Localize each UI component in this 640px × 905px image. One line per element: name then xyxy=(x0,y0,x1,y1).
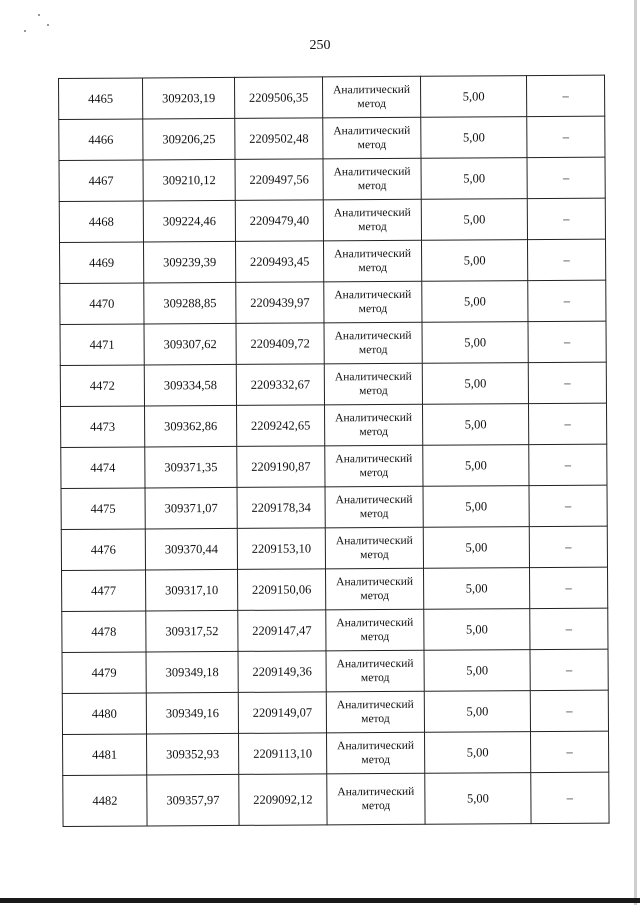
method-cell xyxy=(323,117,421,159)
method-text xyxy=(326,493,423,522)
note-cell: – xyxy=(529,444,607,485)
method-line-1: Аналитический xyxy=(333,124,411,138)
method-line-1: Аналитический xyxy=(335,411,413,425)
x-coordinate-cell: 309239,39 xyxy=(144,241,236,283)
table-row xyxy=(60,362,606,406)
method-cell xyxy=(325,445,423,487)
page-number: 250 xyxy=(309,38,331,53)
method-line-2: метод xyxy=(357,138,387,152)
method-cell xyxy=(323,240,421,282)
method-line-1: Аналитический xyxy=(333,83,411,97)
scan-edge-right xyxy=(634,0,637,905)
table-row xyxy=(61,403,607,447)
table-body xyxy=(59,75,610,826)
method-text xyxy=(325,370,422,399)
error-cell: 5,00 xyxy=(423,445,529,487)
method-line-2: метод xyxy=(361,753,390,767)
x-coordinate-cell: 309371,07 xyxy=(145,487,237,529)
method-text xyxy=(327,785,424,814)
y-coordinate-cell: 2209147,47 xyxy=(238,610,326,652)
error-cell: 5,00 xyxy=(424,609,530,651)
method-line-1: Аналитический xyxy=(337,739,415,753)
point-number-cell: 4466 xyxy=(59,119,143,161)
table-row xyxy=(60,280,606,324)
coordinates-table-wrapper xyxy=(58,75,605,827)
table-row xyxy=(60,321,606,365)
table-row xyxy=(61,526,607,570)
y-coordinate-cell: 2209502,48 xyxy=(235,118,323,160)
method-line-1: Аналитический xyxy=(337,785,415,799)
method-text xyxy=(327,657,424,686)
method-text xyxy=(326,575,423,604)
note-cell: – xyxy=(529,567,607,608)
point-number-cell: 4467 xyxy=(59,160,143,202)
error-cell: 5,00 xyxy=(420,76,526,118)
method-text xyxy=(325,452,422,481)
method-line-2: метод xyxy=(358,261,387,275)
method-text xyxy=(327,739,424,768)
method-line-1: Аналитический xyxy=(336,657,414,671)
y-coordinate-cell: 2209506,35 xyxy=(234,77,322,119)
error-cell: 5,00 xyxy=(423,486,529,528)
scan-speck xyxy=(24,30,26,32)
method-cell xyxy=(325,404,423,446)
method-cell xyxy=(323,199,421,241)
error-cell: 5,00 xyxy=(425,773,531,825)
x-coordinate-cell: 309203,19 xyxy=(143,77,235,119)
method-cell xyxy=(326,568,424,610)
x-coordinate-cell: 309371,35 xyxy=(145,446,237,488)
note-cell: – xyxy=(528,280,606,321)
y-coordinate-cell: 2209332,67 xyxy=(236,364,324,406)
x-coordinate-cell: 309334,58 xyxy=(144,364,236,406)
table-row xyxy=(59,75,605,119)
note-cell: – xyxy=(531,731,609,772)
point-number-cell: 4474 xyxy=(61,447,145,489)
method-text xyxy=(324,288,421,317)
point-number-cell: 4480 xyxy=(62,693,146,735)
point-number-cell: 4469 xyxy=(60,242,144,284)
method-line-1: Аналитический xyxy=(335,534,413,548)
x-coordinate-cell: 309210,12 xyxy=(143,159,235,201)
method-cell xyxy=(326,609,424,651)
coordinates-table xyxy=(58,75,610,827)
method-text xyxy=(326,534,423,563)
x-coordinate-cell: 309349,16 xyxy=(146,692,238,734)
y-coordinate-cell: 2209497,56 xyxy=(235,159,323,201)
x-coordinate-cell: 309357,97 xyxy=(147,774,239,826)
method-line-1: Аналитический xyxy=(334,247,412,261)
note-cell: – xyxy=(530,690,608,731)
error-cell: 5,00 xyxy=(422,363,528,405)
method-line-1: Аналитический xyxy=(336,575,414,589)
point-number-cell: 4465 xyxy=(59,78,143,120)
point-number-cell: 4472 xyxy=(60,365,144,407)
method-line-2: метод xyxy=(359,384,388,398)
y-coordinate-cell: 2209409,72 xyxy=(236,323,324,365)
error-cell: 5,00 xyxy=(425,732,531,774)
point-number-cell: 4475 xyxy=(61,488,145,530)
point-number-cell: 4482 xyxy=(63,775,147,827)
note-cell: – xyxy=(531,772,609,823)
y-coordinate-cell: 2209150,06 xyxy=(238,569,326,611)
method-cell xyxy=(324,363,422,405)
error-cell: 5,00 xyxy=(421,199,527,241)
method-text xyxy=(327,698,424,727)
error-cell: 5,00 xyxy=(422,281,528,323)
table-row xyxy=(63,772,609,826)
method-text xyxy=(324,247,421,276)
note-cell: – xyxy=(527,198,605,239)
method-line-2: метод xyxy=(358,220,387,234)
method-line-2: метод xyxy=(358,343,388,357)
point-number-cell: 4479 xyxy=(62,652,146,694)
method-text xyxy=(325,411,422,440)
method-line-1: Аналитический xyxy=(334,370,412,384)
error-cell: 5,00 xyxy=(422,404,528,446)
note-cell: – xyxy=(530,608,608,649)
method-cell xyxy=(324,322,422,364)
method-line-2: метод xyxy=(360,589,389,603)
y-coordinate-cell: 2209153,10 xyxy=(237,528,325,570)
error-cell: 5,00 xyxy=(422,322,528,364)
note-cell: – xyxy=(529,485,607,526)
note-cell: – xyxy=(526,75,604,116)
table-row xyxy=(60,239,606,283)
method-line-1: Аналитический xyxy=(335,452,413,466)
error-cell: 5,00 xyxy=(421,117,527,159)
x-coordinate-cell: 309317,10 xyxy=(146,569,238,611)
x-coordinate-cell: 309352,93 xyxy=(147,733,239,775)
y-coordinate-cell: 2209092,12 xyxy=(239,774,327,826)
y-coordinate-cell: 2209190,87 xyxy=(237,446,325,488)
error-cell: 5,00 xyxy=(421,240,527,282)
note-cell: – xyxy=(527,116,605,157)
method-line-2: метод xyxy=(361,799,391,813)
method-line-1: Аналитический xyxy=(336,616,414,630)
note-cell: – xyxy=(528,321,606,362)
scan-edge-bottom xyxy=(0,898,640,903)
y-coordinate-cell: 2209493,45 xyxy=(236,241,324,283)
table-row xyxy=(62,690,608,734)
point-number-cell: 4478 xyxy=(62,611,146,653)
method-cell xyxy=(327,773,425,825)
y-coordinate-cell: 2209149,36 xyxy=(238,651,326,693)
point-number-cell: 4473 xyxy=(61,406,145,448)
error-cell: 5,00 xyxy=(424,568,530,610)
note-cell: – xyxy=(528,362,606,403)
table-row xyxy=(59,198,605,242)
table-row xyxy=(62,649,608,693)
note-cell: – xyxy=(528,403,606,444)
method-line-2: метод xyxy=(359,425,388,439)
method-line-2: метод xyxy=(360,671,390,685)
method-text xyxy=(323,83,420,112)
method-line-1: Аналитический xyxy=(334,288,412,302)
method-cell xyxy=(322,76,420,118)
method-line-2: метод xyxy=(357,97,386,111)
method-line-2: метод xyxy=(357,179,387,193)
x-coordinate-cell: 309349,18 xyxy=(146,651,238,693)
y-coordinate-cell: 2209149,07 xyxy=(238,692,326,734)
method-line-1: Аналитический xyxy=(334,329,412,343)
scan-speck xyxy=(47,24,49,26)
x-coordinate-cell: 309206,25 xyxy=(143,118,235,160)
point-number-cell: 4481 xyxy=(63,734,147,776)
method-line-1: Аналитический xyxy=(336,698,414,712)
method-line-2: метод xyxy=(360,630,390,644)
method-cell xyxy=(324,281,422,323)
x-coordinate-cell: 309370,44 xyxy=(145,528,237,570)
point-number-cell: 4471 xyxy=(60,324,144,366)
x-coordinate-cell: 309224,46 xyxy=(143,200,235,242)
method-cell xyxy=(323,158,421,200)
method-line-2: метод xyxy=(358,302,388,316)
method-cell xyxy=(326,691,424,733)
method-text xyxy=(324,165,421,194)
table-row xyxy=(59,116,605,160)
table-row xyxy=(62,608,608,652)
note-cell: – xyxy=(530,649,608,690)
table-row xyxy=(59,157,605,201)
point-number-cell: 4470 xyxy=(60,283,144,325)
y-coordinate-cell: 2209178,34 xyxy=(237,487,325,529)
method-text xyxy=(324,206,421,235)
y-coordinate-cell: 2209242,65 xyxy=(237,405,325,447)
method-line-1: Аналитический xyxy=(333,165,411,179)
note-cell: – xyxy=(527,157,605,198)
x-coordinate-cell: 309317,52 xyxy=(146,610,238,652)
table-row xyxy=(61,444,607,488)
method-line-1: Аналитический xyxy=(335,493,413,507)
scan-speck xyxy=(38,14,40,16)
method-cell xyxy=(325,527,423,569)
error-cell: 5,00 xyxy=(423,527,529,569)
method-text xyxy=(326,616,423,645)
y-coordinate-cell: 2209439,97 xyxy=(236,282,324,324)
method-line-2: метод xyxy=(360,548,389,562)
error-cell: 5,00 xyxy=(424,691,530,733)
point-number-cell: 4468 xyxy=(59,201,143,243)
method-cell xyxy=(327,732,425,774)
method-cell xyxy=(325,486,423,528)
method-line-2: метод xyxy=(359,466,389,480)
note-cell: – xyxy=(529,526,607,567)
method-line-2: метод xyxy=(361,712,390,726)
x-coordinate-cell: 309362,86 xyxy=(145,405,237,447)
method-line-1: Аналитический xyxy=(333,206,411,220)
note-cell: – xyxy=(527,239,605,280)
table-row xyxy=(63,731,609,775)
x-coordinate-cell: 309307,62 xyxy=(144,323,236,365)
point-number-cell: 4477 xyxy=(62,570,146,612)
method-line-2: метод xyxy=(359,507,389,521)
method-text xyxy=(325,329,422,358)
y-coordinate-cell: 2209479,40 xyxy=(235,200,323,242)
table-row xyxy=(62,567,608,611)
error-cell: 5,00 xyxy=(421,158,527,200)
table-row xyxy=(61,485,607,529)
x-coordinate-cell: 309288,85 xyxy=(144,282,236,324)
point-number-cell: 4476 xyxy=(61,529,145,571)
error-cell: 5,00 xyxy=(424,650,530,692)
method-text xyxy=(323,124,420,153)
method-cell xyxy=(326,650,424,692)
y-coordinate-cell: 2209113,10 xyxy=(239,733,327,775)
